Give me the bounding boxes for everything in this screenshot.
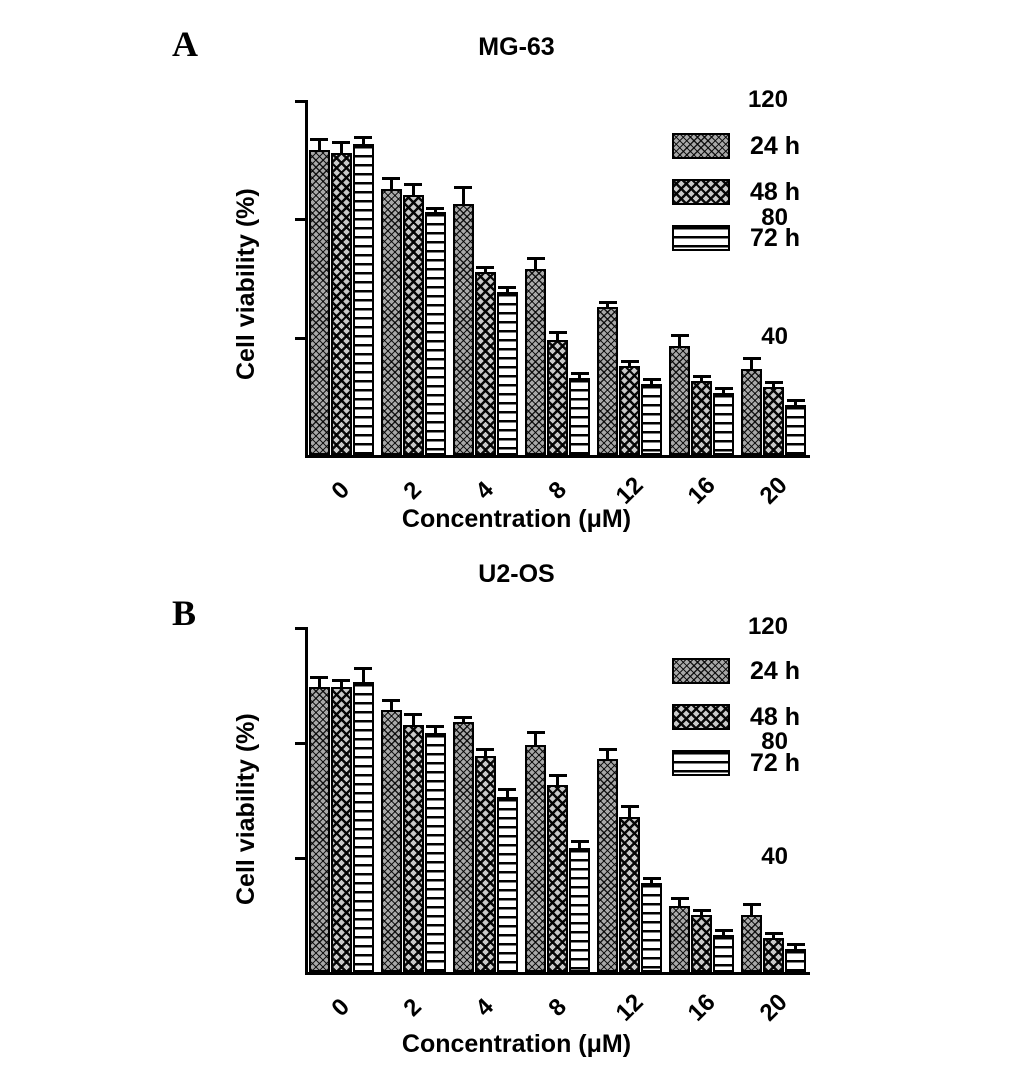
x-axis-mg63 [305,455,810,458]
error-bar-cap [382,699,400,702]
x-tick-label: 20 [754,471,793,510]
bar [619,817,640,972]
x-tick-label: 8 [542,993,572,1022]
panel-letter-b: B [172,593,197,633]
bar [641,384,662,455]
chart-title-u2os: U2-OS [478,560,555,588]
error-bar-cap [354,667,372,670]
y-tick-label: 40 [761,843,788,870]
error-bar-cap [310,138,328,141]
legend-label-24h: 24 h [750,132,801,160]
y-axis-title-u2os: Cell viability (%) [232,713,260,905]
bar [691,381,712,455]
error-bar-cap [527,731,545,734]
error-bar-cap [332,679,350,682]
bar [569,378,590,455]
bar [713,935,734,972]
error-bar-cap [765,932,783,935]
bar [619,366,640,455]
x-tick-label: 2 [398,993,428,1022]
legend-swatch-72h-icon [672,225,730,251]
bar [785,949,806,972]
x-tick-label: 0 [326,476,355,505]
error-bar-cap [599,748,617,751]
x-tick-label: 12 [610,471,649,510]
bar [741,915,762,973]
bar [497,292,518,455]
plot-area-u2os [305,613,810,1027]
y-tick [295,627,305,630]
legend-swatch-48h-icon [672,179,730,205]
bar [353,682,374,972]
bar [403,195,424,455]
error-bar-cap [404,183,422,186]
y-tick-label: 120 [747,86,788,113]
error-bar-cap [671,897,689,900]
y-axis-mg63 [305,100,308,458]
error-bar-cap [693,375,711,378]
error-bar-cap [571,372,589,375]
error-bar-cap [498,788,516,791]
x-tick-label: 4 [470,476,500,505]
error-bar-cap [498,286,516,289]
error-bar-cap [476,748,494,751]
legend-label-48h: 48 h [750,703,801,731]
error-bar-cap [426,725,444,728]
error-bar-cap [454,186,472,189]
panel-letter-a: A [172,24,198,64]
bar [597,307,618,455]
legend-label-72h: 72 h [750,224,801,252]
x-axis-title-mg63: Concentration (μM) [401,505,632,533]
bar [547,785,568,972]
bar [525,269,546,455]
bar [569,848,590,972]
bar [309,150,330,455]
x-tick-label: 0 [326,993,355,1022]
y-tick [295,857,305,860]
bar [691,915,712,973]
error-bar-cap [715,387,733,390]
bar [597,759,618,972]
error-bar-cap [549,331,567,334]
bar [331,687,352,972]
x-tick-label: 2 [398,476,428,505]
chart-title-mg63: MG-63 [478,33,555,61]
legend-swatch-48h-icon [672,704,730,730]
x-tick-label: 20 [754,988,793,1027]
error-bar-cap [310,676,328,679]
error-bar-cap [743,903,761,906]
x-axis-u2os [305,972,810,975]
error-bar-cap [332,141,350,144]
error-bar-cap [715,929,733,932]
bar [497,797,518,972]
error-bar-cap [643,877,661,880]
bar [475,756,496,972]
panel-u2os [0,545,1033,1075]
error-bar-cap [382,177,400,180]
x-tick-label: 4 [470,993,500,1022]
error-bar-cap [571,840,589,843]
bar [547,340,568,455]
bar [785,405,806,455]
error-bar-cap [765,381,783,384]
bar [763,938,784,973]
y-tick-label: 120 [747,613,788,640]
x-tick-label: 16 [682,988,721,1027]
bar [669,906,690,972]
bar [453,204,474,455]
bar [403,725,424,972]
legend-label-24h: 24 h [750,657,801,685]
error-bar-cap [404,713,422,716]
error-bar-cap [693,909,711,912]
legend-label-48h: 48 h [750,178,801,206]
bar [453,722,474,972]
error-bar-cap [599,301,617,304]
bar [425,733,446,972]
y-tick [295,218,305,221]
error-bar-cap [621,805,639,808]
x-tick-label: 16 [682,471,721,510]
legend-swatch-24h-icon [672,133,730,159]
x-axis-title-u2os: Concentration (μM) [401,1030,632,1058]
x-tick-label: 12 [610,988,649,1027]
y-tick [295,742,305,745]
bar [309,687,330,972]
error-bar-cap [549,774,567,777]
error-bar-cap [787,399,805,402]
error-bar-cap [743,357,761,360]
error-bar-cap [621,360,639,363]
bar [381,189,402,455]
legend-swatch-72h-icon [672,750,730,776]
error-bar-cap [643,378,661,381]
y-tick [295,337,305,340]
bar [641,883,662,972]
bar [525,745,546,972]
error-bar-cap [354,136,372,139]
bar [713,393,734,455]
bar [331,153,352,455]
bar [475,272,496,455]
y-tick-label: 80 [761,204,788,232]
y-tick [295,100,305,103]
x-tick-label: 8 [542,476,572,505]
error-bar-cap [426,207,444,210]
bar [425,212,446,455]
bar [669,346,690,455]
error-bar-cap [671,334,689,337]
y-axis-title-mg63: Cell viability (%) [232,188,260,380]
y-axis-u2os [305,627,308,975]
bar [763,387,784,455]
legend-label-72h: 72 h [750,749,801,777]
error-bar-cap [476,266,494,269]
error-bar-cap [787,943,805,946]
bar [353,144,374,455]
bar [381,710,402,972]
legend-swatch-24h-icon [672,658,730,684]
plot-area-mg63 [305,86,810,510]
bar [741,369,762,455]
error-bar-cap [527,257,545,260]
y-tick-label: 40 [761,322,788,350]
y-tick-label: 80 [761,728,788,755]
error-bar-cap [454,716,472,719]
